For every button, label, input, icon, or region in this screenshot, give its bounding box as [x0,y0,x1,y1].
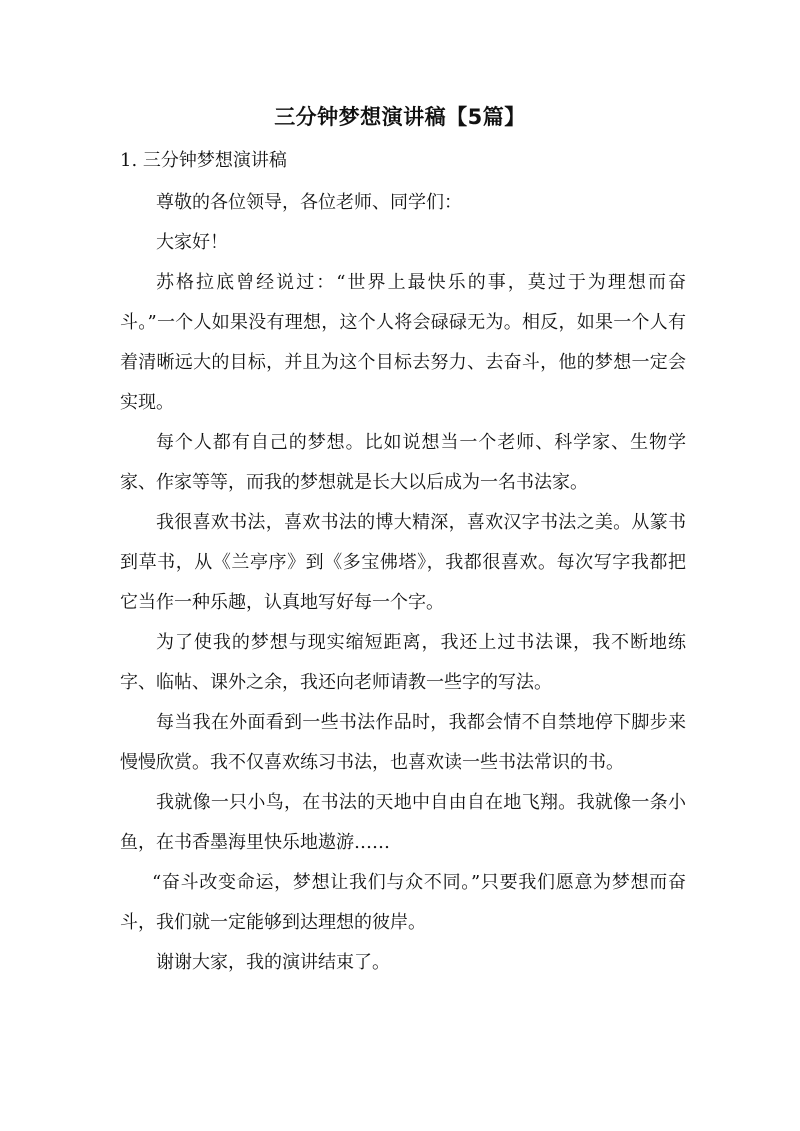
paragraph-salutation: 尊敬的各位领导，各位老师、同学们： [156,192,462,213]
document-title: 三分钟梦想演讲稿【5篇】 [274,105,526,129]
section-heading: 1. 三分钟梦想演讲稿 [120,150,287,171]
paragraph-socrates-quote: 苏格拉底曾经说过：“世界上最快乐的事，莫过于为理想而奋斗。”一个人如果没有理想，这个人将会碌碌无为。相反，如果一个人有着清晰远大的目标，并且为这个目标去努力、去奋斗，他的梦想一定会实现。 [120,272,686,413]
document-body [120,183,686,983]
paragraph-everyone-has-dream: 每个人都有自己的梦想。比如说想当一个老师、科学家、生物学家、作家等等，而我的梦想就是长大以后成为一名书法家。 [120,432,686,493]
paragraph-greeting: 大家好！ [156,232,228,253]
paragraph-calligraphy-class: 为了使我的梦想与现实缩短距离，我还上过书法课，我不断地练字、临帖、课外之余，我还向老师请教一些字的写法。 [120,632,686,693]
paragraph-struggle-quote: “奋斗改变命运，梦想让我们与众不同。”只要我们愿意为梦想而奋斗，我们就一定能够到达理想的彼岸。 [120,872,686,933]
paragraph-love-calligraphy: 我很喜欢书法，喜欢书法的博大精深，喜欢汉字书法之美。从篆书到草书，从《兰亭序》到《多宝佛塔》，我都很喜欢。每次写字我都把它当作一种乐趣，认真地写好每一个字。 [120,512,686,613]
paragraph-appreciate-works: 每当我在外面看到一些书法作品时，我都会情不自禁地停下脚步来慢慢欣赏。我不仅喜欢练习书法，也喜欢读一些书法常识的书。 [120,712,686,773]
paragraph-closing: 谢谢大家，我的演讲结束了。 [156,952,390,973]
paragraph-bird-and-fish: 我就像一只小鸟，在书法的天地中自由自在地飞翔。我就像一条小鱼，在书香墨海里快乐地遨游…… [120,792,686,853]
